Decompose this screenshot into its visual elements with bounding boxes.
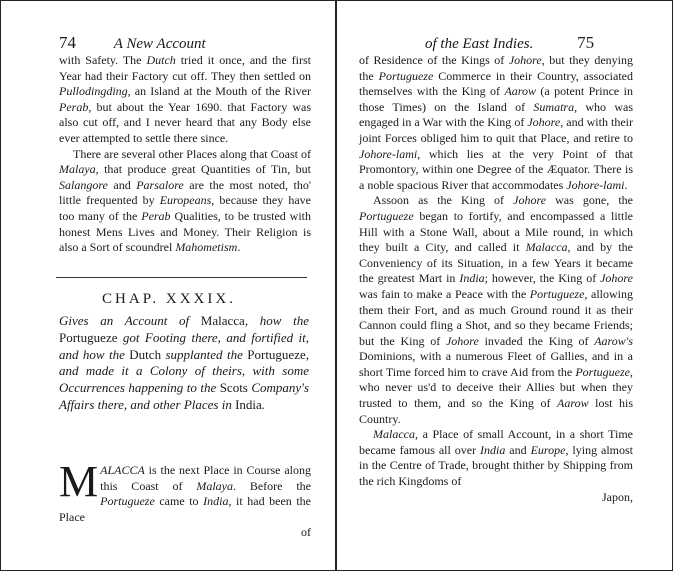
left-paragraph-3 [59, 457, 312, 525]
right-body-text [359, 53, 633, 505]
left-page [0, 0, 336, 571]
right-paragraph-2: Assoon as the King of Johore was gone, the Portugueze began to fortify, and encompassed a little Hill with a Stone Wall, about a Mile round, in which they built a City, and called it Malacca, and by the Conveniency of its Situation, in a few Years it became the greatest Mart in India; however, the King of Johore was fain to make a Peace with the Portugueze, allowing them their Fort, and as much Ground round it as their Cannon could fling a Shot, and so they became Friends; but the King of Johore invaded the King of Aarow's Dominions, with a numerous Fleet of Gallies, and in a short Time forced him to crave Aid from the Portugueze, who never us'd to deceive their Allies but when they trusted to them, and so the King of Aarow lost his Country. [359, 193, 634, 426]
right-page-number: 75 [577, 33, 595, 52]
left-paragraph-2: There are several other Places along that Coast of Malaya, that produce great Quantities of Tin, but Salangore and Parsalore are the most noted, tho' little frequented by Europeans, because they have too many of the Perab Qualities, to be trusted with honest Mens Lives and Money. Their Religion is also a Sort of scoundrel Mahometism. [59, 146, 312, 255]
left-body-text [59, 53, 311, 256]
right-running-title: of the East Indies. [425, 36, 534, 52]
right-paragraph-3: Malacca, a Place of small Account, in a short Time became famous all over India and Europe, lying almost in the Centre of Trade, brought thither by Shipping from the rich Kingdoms of [359, 427, 634, 489]
left-catchword: of [301, 525, 311, 540]
right-running-head [425, 33, 594, 53]
chapter-heading: CHAP. XXXIX. [102, 291, 236, 307]
right-catchword: Japon, [602, 489, 633, 504]
drop-cap: M [59, 457, 99, 506]
left-chapter-opening [59, 457, 312, 541]
left-paragraph-3-text: ALACCA is the next Place in Course along this Coast of Malaya. Before the Portugueze came to India, it had been the Place [59, 463, 312, 524]
section-rule [56, 277, 307, 278]
left-running-head [59, 33, 206, 53]
left-paragraph-1: with Safety. The Dutch tried it once, and the first Year had their Factory cut off. They then settled on Pullodingding, an Island at the Mouth of the River Perab, but about the Year 1690. that Factory was also cut off, and I never heard that any Body else ever attempted to settle there since. [59, 53, 311, 145]
chapter-summary: Gives an Account of Malacca, how the Portugueze got Footing there, and fortified it, and how the Dutch supplanted the Portugueze, and made it a Colony of theirs, with some Occurrences happening to the Scots Company's Affairs there, and other Places in India. [59, 313, 309, 412]
left-running-title: A New Account [113, 36, 206, 52]
left-page-number: 74 [59, 33, 76, 52]
right-paragraph-1: of Residence of the Kings of Johore, but they denying the Portugueze Commerce in their Country, associated themselves with the King of Aarow (a potent Prince in those Times) on the Island of Sumatra, who was engaged in a War with the King of Johore, and with their joint Forces obliged him to quit that Place, and retire to Johore-lami, which lies at the very Point of that Promontory, within one Degree of the Æquator. There is a noble spacious River that accommodates Johore-lami. [359, 53, 634, 192]
right-page [336, 0, 673, 571]
